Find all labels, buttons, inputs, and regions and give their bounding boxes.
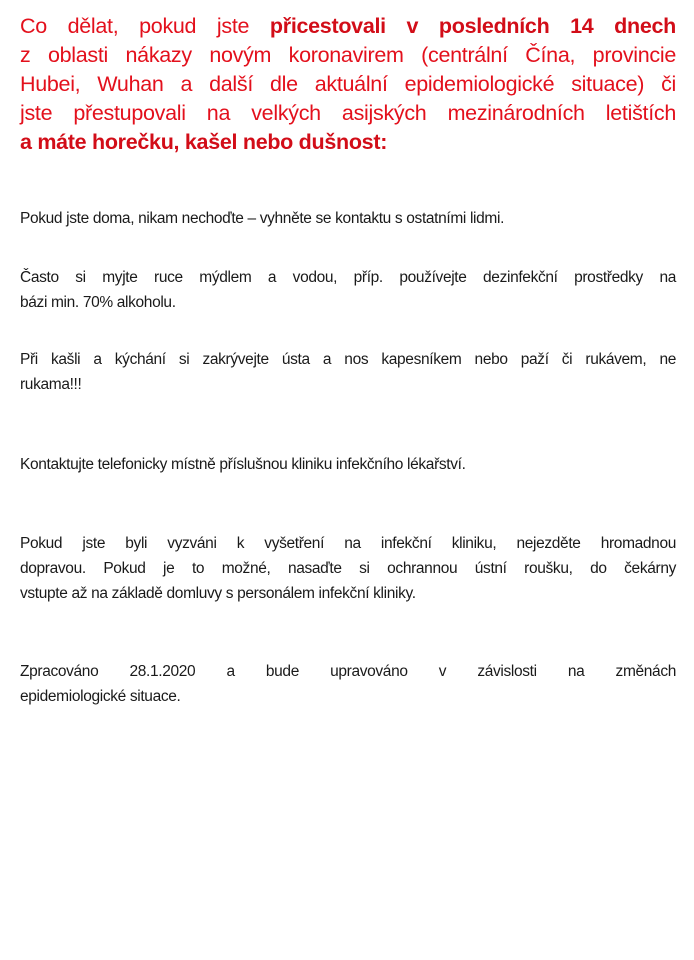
document-heading: [20, 12, 676, 157]
heading-emphasis-symptoms: a máte horečku, kašel nebo dušnost:: [20, 130, 388, 154]
paragraph-line: Často si myjte ruce mýdlem a vodou, příp. používejte dezinfekční prostředky na: [20, 269, 676, 286]
heading-line-2: z oblasti nákazy novým koronavirem (centrální Čína, provincie: [20, 43, 676, 67]
paragraph-stay-home: [20, 206, 676, 231]
paragraph-line: vstupte až na základě domluvy s personálem infekční kliniky.: [20, 585, 416, 602]
paragraph-cough-etiquette: [20, 347, 676, 397]
paragraph-line: Zpracováno 28.1.2020 a bude upravováno v závislosti na změnách: [20, 663, 676, 680]
paragraph-line: Pokud jste byli vyzváni k vyšetření na infekční kliniku, nejezděte hromadnou: [20, 535, 676, 552]
paragraph-line: rukama!!!: [20, 376, 82, 393]
paragraph-revision-note: [20, 659, 676, 709]
paragraph-clinic-visit: [20, 531, 676, 606]
heading-line-5: [20, 128, 676, 157]
paragraph-line: Kontaktujte telefonicky místně příslušnou kliniku infekčního lékařství.: [20, 456, 466, 473]
heading-line-1-text: Co dělat, pokud jste: [20, 14, 270, 38]
paragraph-contact-clinic: [20, 452, 676, 477]
paragraph-line: Při kašli a kýchání si zakrývejte ústa a nos kapesníkem nebo paží či rukávem, ne: [20, 351, 676, 368]
paragraph-line: Pokud jste doma, nikam nechoďte – vyhněte se kontaktu s ostatními lidmi.: [20, 210, 505, 227]
heading-line-3: Hubei, Wuhan a další dle aktuální epidemiologické situace) či: [20, 72, 676, 96]
paragraph-line: epidemiologické situace.: [20, 688, 181, 705]
paragraph-hand-washing: [20, 265, 676, 315]
heading-line-1: [20, 12, 676, 41]
paragraph-line: dopravou. Pokud je to možné, nasaďte si ochrannou ústní roušku, do čekárny: [20, 560, 676, 577]
heading-line-4: jste přestupovali na velkých asijských mezinárodních letištích: [20, 101, 676, 125]
paragraph-line: bázi min. 70% alkoholu.: [20, 294, 176, 311]
heading-emphasis-travel: přicestovali v posledních 14 dnech: [269, 14, 676, 38]
